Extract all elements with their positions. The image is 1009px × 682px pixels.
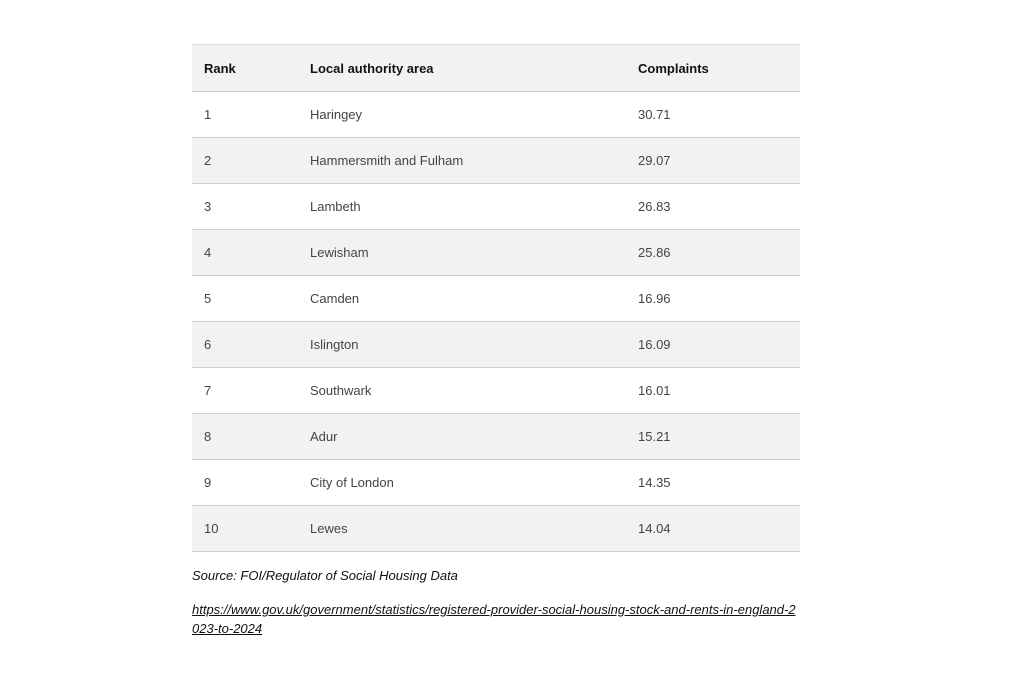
header-complaints: Complaints (626, 45, 800, 92)
area-cell: Haringey (298, 92, 626, 138)
complaints-table (192, 44, 800, 552)
table-row (192, 276, 800, 322)
area-cell: Lewes (298, 506, 626, 552)
content-wrapper (192, 44, 800, 638)
source-link[interactable]: https://www.gov.uk/government/statistics/registered-provider-social-housing-stock-and-rents-in-england-2023-to-2024 (192, 602, 796, 636)
complaints-cell: 16.09 (626, 322, 800, 368)
area-cell: Lewisham (298, 230, 626, 276)
area-cell: Lambeth (298, 184, 626, 230)
rank-cell: 10 (192, 506, 298, 552)
area-cell: Islington (298, 322, 626, 368)
header-rank: Rank (192, 45, 298, 92)
area-cell: Southwark (298, 368, 626, 414)
table-row (192, 138, 800, 184)
complaints-cell: 25.86 (626, 230, 800, 276)
rank-cell: 2 (192, 138, 298, 184)
rank-cell: 3 (192, 184, 298, 230)
area-cell: City of London (298, 460, 626, 506)
complaints-cell: 16.01 (626, 368, 800, 414)
complaints-cell: 30.71 (626, 92, 800, 138)
table-row (192, 368, 800, 414)
complaints-cell: 26.83 (626, 184, 800, 230)
area-cell: Adur (298, 414, 626, 460)
rank-cell: 1 (192, 92, 298, 138)
complaints-cell: 16.96 (626, 276, 800, 322)
complaints-cell: 15.21 (626, 414, 800, 460)
table-row (192, 414, 800, 460)
table-row (192, 460, 800, 506)
rank-cell: 4 (192, 230, 298, 276)
rank-cell: 8 (192, 414, 298, 460)
complaints-cell: 14.35 (626, 460, 800, 506)
table-row (192, 322, 800, 368)
table-row (192, 506, 800, 552)
rank-cell: 5 (192, 276, 298, 322)
table-header-row (192, 45, 800, 92)
area-cell: Hammersmith and Fulham (298, 138, 626, 184)
rank-cell: 7 (192, 368, 298, 414)
area-cell: Camden (298, 276, 626, 322)
complaints-cell: 14.04 (626, 506, 800, 552)
complaints-cell: 29.07 (626, 138, 800, 184)
header-local-authority-area: Local authority area (298, 45, 626, 92)
table-row (192, 230, 800, 276)
table-row (192, 184, 800, 230)
source-caption: Source: FOI/Regulator of Social Housing Data (192, 568, 458, 583)
rank-cell: 9 (192, 460, 298, 506)
table-row (192, 92, 800, 138)
rank-cell: 6 (192, 322, 298, 368)
